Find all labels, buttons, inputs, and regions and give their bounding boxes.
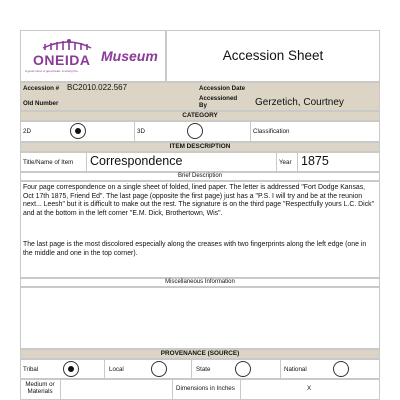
brief-description-label: Brief Description [177,173,222,179]
year-label: Year [279,159,292,166]
dimensions-x-separator: X [307,385,312,392]
logo-tagline: A good mind. A good heart. A strong fire. [25,69,79,73]
year-value[interactable]: 1875 [301,154,329,168]
provenance-national-label: National [284,366,307,373]
classification-label: Classification [253,128,290,135]
category-divider-1 [134,121,135,142]
category-divider-2 [250,121,251,142]
provenance-local-label: Local [109,366,124,373]
provenance-divider-2 [191,359,192,379]
logo-box [20,30,166,82]
medium-materials-label: Medium or Materials [25,381,55,395]
accessioned-by-label: Accessioned By [199,95,238,109]
title-name-label: Title/Name of Item [23,159,74,166]
item-description-heading: ITEM DESCRIPTION [20,142,380,152]
accession-number-value[interactable]: BC2010.022.567 [67,83,128,92]
logo-subtitle: Museum [101,48,158,64]
provenance-divider-3 [280,359,281,379]
provenance-state-radio[interactable] [235,361,251,377]
accessioned-by-value[interactable]: Gerzetich, Courtney [255,97,344,108]
title-label-divider [86,152,87,172]
misc-info-label: Miscellaneous Information [165,279,235,285]
provenance-tribal-radio[interactable] [63,361,79,377]
accession-number-label: Accession # [23,85,60,92]
category-3d-radio[interactable] [187,123,203,139]
provenance-tribal-label: Tribal [23,366,39,373]
title-name-value[interactable]: Correspondence [90,154,183,168]
page-title: Accession Sheet [222,48,324,63]
medium-divider [60,379,61,400]
provenance-national-radio[interactable] [333,361,349,377]
title-box [166,30,380,82]
brief-description-paragraph-2: The last page is the most discolored especially along the creases with two fingerprints along the left edge (one in the middle and one in the top corner). [23,241,367,257]
category-heading: CATEGORY [20,111,380,121]
provenance-divider-1 [104,359,105,379]
misc-info-box[interactable] [20,287,380,349]
category-3d-label: 3D [137,128,145,135]
provenance-state-label: State [196,366,211,373]
year-label-divider-left [276,152,277,172]
dimensions-label: Dimensions in Inches [176,385,235,392]
oneida-logo-icon [39,38,99,52]
provenance-local-radio[interactable] [151,361,167,377]
category-2d-radio[interactable] [70,123,86,139]
category-2d-label: 2D [23,128,31,135]
accession-date-label: Accession Date [199,85,246,92]
logo-brand: ONEIDA [33,52,91,68]
year-label-divider-right [297,152,298,172]
old-number-label: Old Number [23,100,59,107]
brief-description-paragraph-1: Four page correspondence on a single sheet of folded, lined paper. The letter is addressed "Fort Dodge Kansas, Oct 17th 1875, Friend Ed". The last page (opposite the first page) just has a "P.S. I will try and be at the reunion next... Leesh" but it is difficult to make out the rest. The signature is on the third page "Respectfully yours L.C. Dick" and at the bottom in the left corner "E.M. Dick, Brothertown, Wis". [23,184,375,217]
dimensions-divider-left [172,379,173,400]
provenance-heading: PROVENANCE (SOURCE) [20,349,380,359]
dimensions-divider-right [240,379,241,400]
